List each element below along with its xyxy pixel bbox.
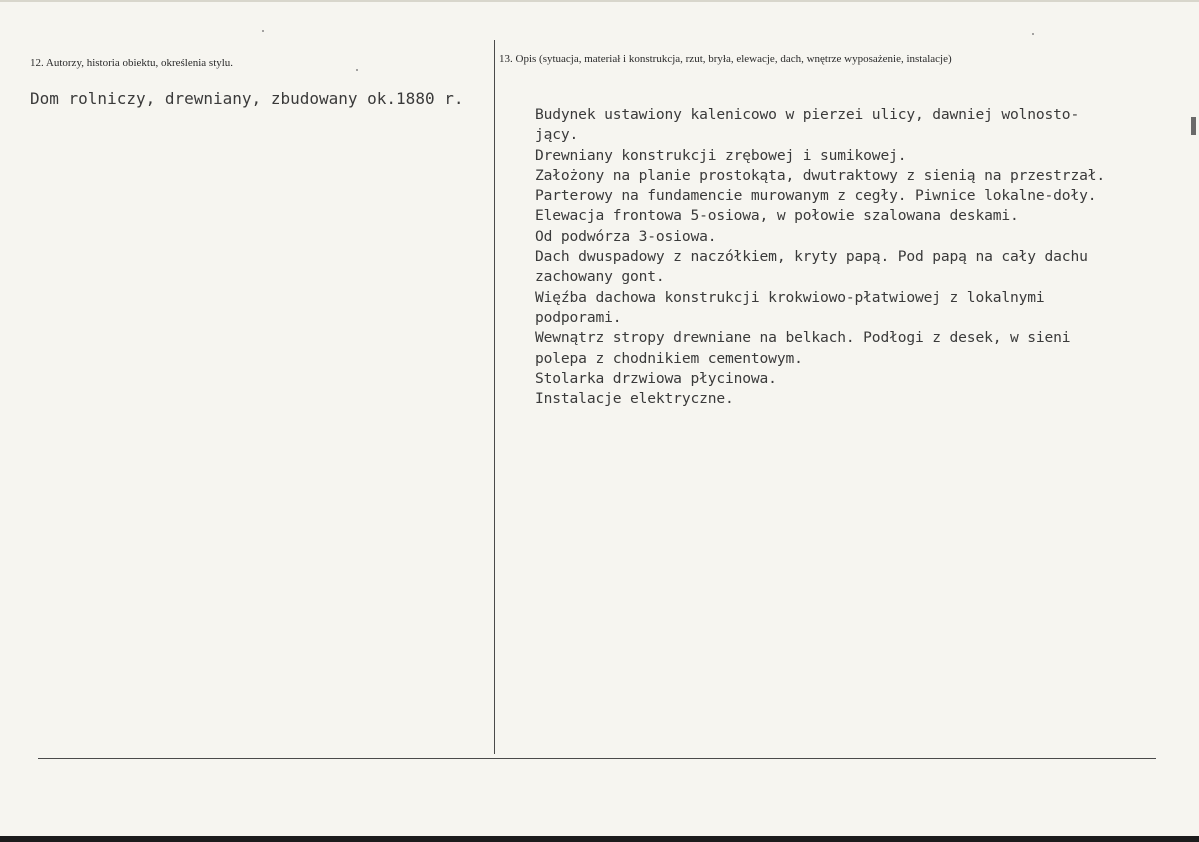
description-line: Drewniany konstrukcji zrębowej i sumikowej. bbox=[535, 146, 907, 164]
description-line: jący. bbox=[535, 126, 579, 144]
paper-speck bbox=[262, 30, 264, 32]
description-line: polepa z chodnikiem cementowym. bbox=[535, 349, 803, 367]
section-12-label: 12. Autorzy, historia obiektu, określenia stylu. bbox=[30, 57, 234, 69]
bottom-rule bbox=[38, 758, 1156, 759]
description-line: Założony na planie prostokąta, dwutraktowy z sienią na przestrzał. bbox=[535, 166, 1105, 184]
description-line: Parterowy na fundamencie murowanym z cegły. Piwnice lokalne-doły. bbox=[535, 187, 1097, 205]
description-line: Stolarka drzwiowa płycinowa. bbox=[535, 369, 777, 387]
description-line: Wewnątrz stropy drewniane na belkach. Podłogi z desek, w sieni bbox=[535, 329, 1071, 347]
scan-edge-strip bbox=[0, 836, 1199, 842]
section-12-history-text: Dom rolniczy, drewniany, zbudowany ok.1880 r. bbox=[30, 89, 464, 108]
description-line: zachowany gont. bbox=[535, 268, 665, 286]
column-divider bbox=[494, 40, 495, 754]
description-line: Od podwórza 3-osiowa. bbox=[535, 227, 717, 245]
section-13-label: 13. Opis (sytuacja, materiał i konstrukcja, rzut, bryła, elewacje, dach, wnętrze wyposażenie, instalacje) bbox=[499, 53, 952, 65]
margin-mark bbox=[1191, 117, 1196, 135]
paper-speck bbox=[356, 69, 358, 71]
description-line: Elewacja frontowa 5-osiowa, w połowie szalowana deskami. bbox=[535, 207, 1019, 225]
description-line: Budynek ustawiony kalenicowo w pierzei ulicy, dawniej wolnosto- bbox=[535, 106, 1080, 123]
description-line: podporami. bbox=[535, 308, 622, 326]
description-line: Instalacje elektryczne. bbox=[535, 390, 734, 408]
description-line: Więźba dachowa konstrukcji krokwiowo-płatwiowej z lokalnymi bbox=[535, 288, 1045, 306]
section-13-description bbox=[535, 105, 1105, 409]
description-line: Dach dwuspadowy z naczółkiem, kryty papą. Pod papą na cały dachu bbox=[535, 248, 1088, 266]
paper-speck bbox=[1032, 33, 1034, 35]
